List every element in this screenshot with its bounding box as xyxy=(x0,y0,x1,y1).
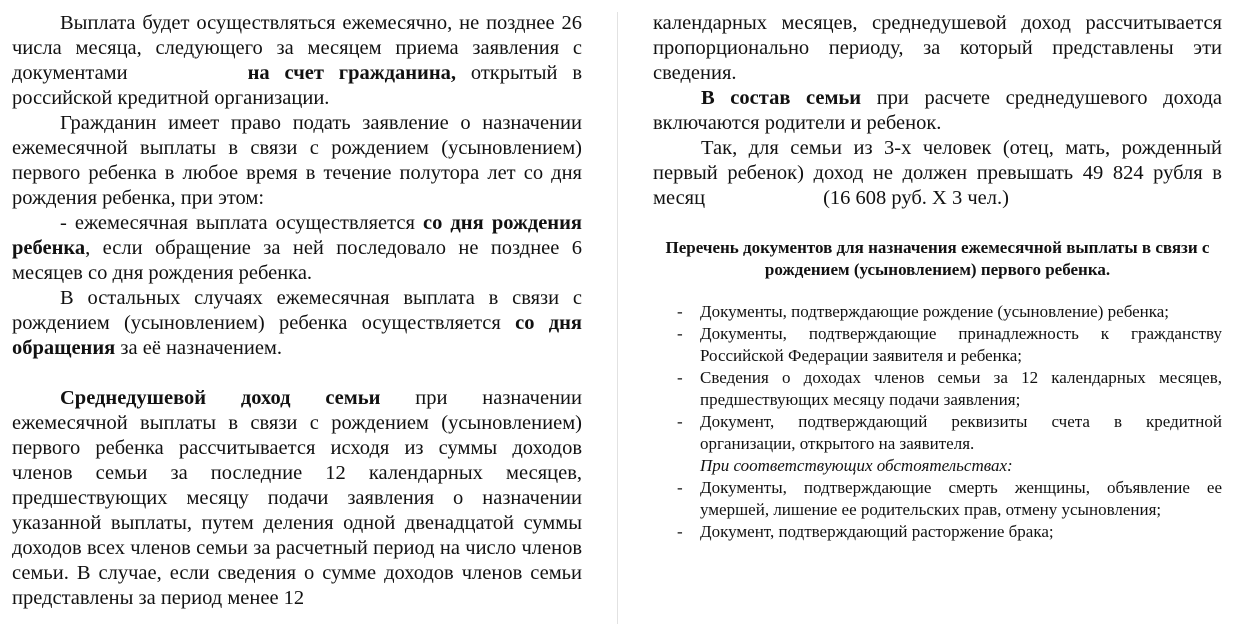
payment-account-text: открытый в российской кредитной организации. xyxy=(12,62,582,109)
right-column xyxy=(653,11,1222,543)
list-item xyxy=(653,411,1222,455)
list-item-text: Документ, подтверждающий расторжение брака; xyxy=(700,522,1054,541)
other-cases-bold: со дня обращения xyxy=(12,312,582,359)
paragraph-birth-date-rule xyxy=(12,211,582,286)
average-income-text: при назначении ежемесячной выплаты в связи с рождением (усыновлением) первого ребенка рассчитывается исходя из суммы доходов членов семьи за последние 12 календарных месяцев, предшествующих месяцу подачи заявления о назначении указанной выплаты, путем деления одной двенадцатой суммы доходов всех членов семьи за расчетный период на число членов семьи. В случае, если сведения о сумме доходов членов семьи представлены за период менее 12 xyxy=(12,387,582,609)
payment-date-text: Выплата будет осуществляться ежемесячно, не позднее 26 числа месяца, следующего за месяцем приема заявления с документами xyxy=(12,12,582,84)
list-dash: - xyxy=(677,522,683,541)
paragraph-other-cases xyxy=(12,286,582,361)
payment-account-bold: на счет гражданина, xyxy=(247,62,457,84)
list-item-text: Документы, подтверждающие принадлежность к гражданству Российской Федерации заявителя и ребенка; xyxy=(700,324,1222,365)
list-item-text: Документы, подтверждающие смерть женщины, объявление ее умершей, лишение ее родительских прав, отмену усыновления; xyxy=(700,478,1222,519)
paragraph-application-right: Гражданин имеет право подать заявление о назначении ежемесячной выплаты в связи с рождением (усыновлением) первого ребенка в любое время в течение полутора лет со дня рождения ребенка, при этом: xyxy=(12,112,582,209)
list-dash: - xyxy=(677,302,683,321)
list-item-text: Документ, подтверждающий реквизиты счета в кредитной организации, открытого на заявителя. xyxy=(700,412,1222,453)
left-column xyxy=(12,11,582,611)
other-cases-text: В остальных случаях ежемесячная выплата в связи с рождением (усыновлением) ребенка осуществляется xyxy=(12,287,582,334)
birth-rule-bold: со дня рождения ребенка xyxy=(12,212,583,259)
family-composition-bold: В состав семьи xyxy=(701,87,862,109)
paragraph-average-income xyxy=(12,386,582,611)
list-item-text: Документы, подтверждающие рождение (усыновление) ребенка; xyxy=(700,302,1170,321)
column-divider xyxy=(617,12,618,624)
income-limit-formula: (16 608 руб. Х 3 чел.) xyxy=(823,187,1009,209)
list-item xyxy=(653,477,1222,521)
birth-rule-text: - ежемесячная выплата осуществляется xyxy=(60,212,423,234)
average-income-bold: Среднедушевой доход семьи xyxy=(60,387,381,409)
list-item xyxy=(653,521,1222,543)
documents-list-title: Перечень документов для назначения ежемесячной выплаты в связи с рождением (усыновлением) первого ребенка. xyxy=(665,238,1210,279)
income-limit-text: Так, для семьи из 3-х человек (отец, мать, рожденный первый ребенок) доход не должен превышать 49 824 рубля в месяц xyxy=(653,137,1222,209)
birth-rule-tail: , если обращение за ней последовало не позднее 6 месяцев со дня рождения ребенка. xyxy=(12,237,582,284)
paragraph-family-composition xyxy=(653,86,1222,136)
paragraph-income-continuation: календарных месяцев, среднедушевой доход рассчитывается пропорционально периоду, за который представлены эти сведения. xyxy=(653,12,1222,84)
list-dash: - xyxy=(677,368,683,387)
family-composition-text: при расчете среднедушевого дохода включаются родители и ребенок. xyxy=(653,87,1222,134)
list-dash: - xyxy=(677,412,683,431)
list-item xyxy=(653,367,1222,411)
list-item xyxy=(653,301,1222,323)
paragraph-payment-date xyxy=(12,11,582,111)
other-cases-tail: за её назначением. xyxy=(115,337,283,359)
documents-list xyxy=(653,301,1222,543)
list-item-text: Сведения о доходах членов семьи за 12 календарных месяцев, предшествующих месяцу подачи заявления; xyxy=(700,368,1222,409)
list-note-text: При соответствующих обстоятельствах: xyxy=(700,456,1013,475)
list-note xyxy=(653,455,1222,477)
paragraph-income-limit xyxy=(653,136,1222,211)
list-dash: - xyxy=(677,478,683,497)
list-dash: - xyxy=(677,324,683,343)
list-item xyxy=(653,323,1222,367)
